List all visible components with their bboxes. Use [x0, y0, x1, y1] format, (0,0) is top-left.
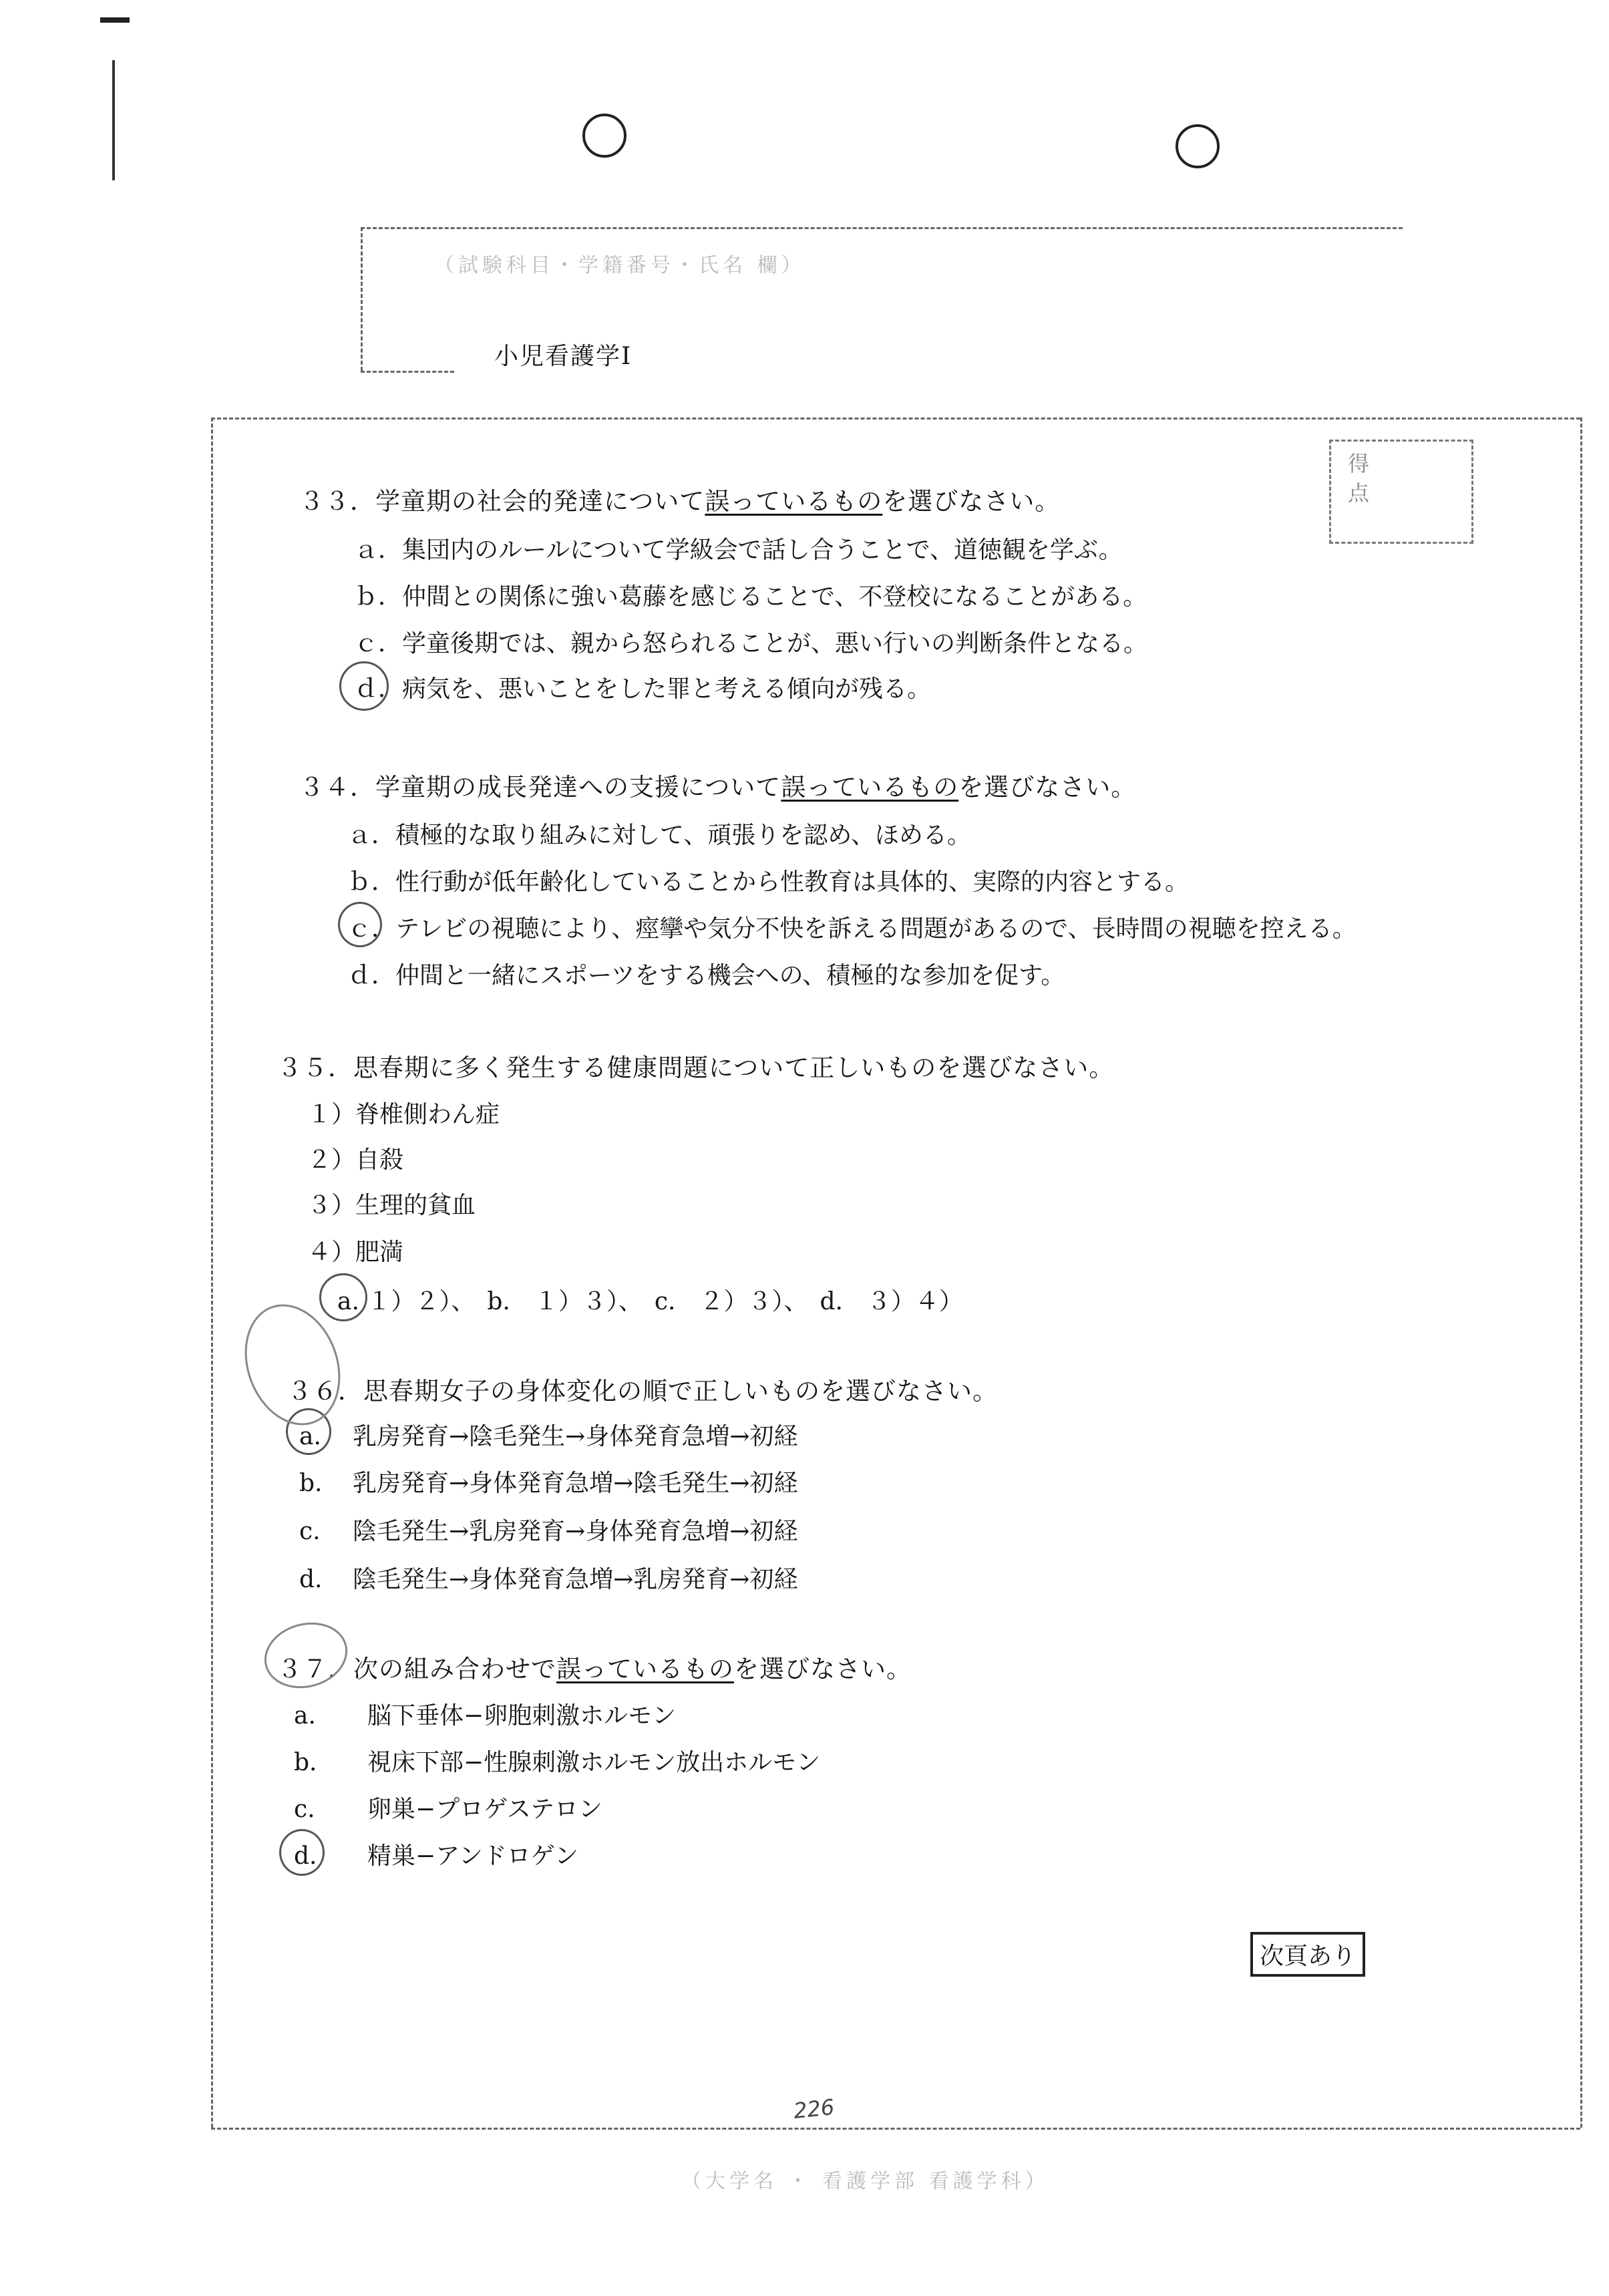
answer-circle-q33 [339, 661, 389, 711]
q36-option-d: d. 陰毛発生→身体発育急増→乳房発育→初経 [299, 1566, 798, 1593]
question-36 [287, 1371, 998, 1407]
edge-mark [100, 17, 130, 23]
question-34 [299, 767, 1136, 803]
binder-hole-right [1176, 124, 1220, 168]
header-box-bottom [361, 371, 454, 373]
question-emphasis: 誤っているもの [705, 487, 883, 516]
question-35 [277, 1047, 1114, 1084]
question-text: 思春期に多く発生する健康問題について正しいものを選びなさい。 [353, 1053, 1115, 1082]
question-33 [299, 481, 1060, 517]
question-number: ３５． [277, 1053, 353, 1082]
q35-item-4: ４）肥満 [307, 1239, 404, 1266]
q35-choices: a. １）２）、 b. １）３）、 c. ２）３）、 d. ３）４） [337, 1288, 963, 1315]
next-page-badge: 次頁あり [1250, 1932, 1365, 1977]
frame-bottom [211, 2128, 1580, 2130]
binder-hole-left [582, 114, 627, 158]
faint-header-text: （試験科目・学籍番号・氏名 欄） [434, 254, 806, 277]
q33-option-d: ｄ．病気を、悪いことをした罪と考える傾向が残る。 [354, 675, 932, 703]
answer-circle-q35 [319, 1273, 367, 1321]
q34-option-b: ｂ．性行動が低年齢化していることから性教育は具体的、実際的内容とする。 [347, 868, 1190, 896]
q34-option-d: ｄ．仲間と一緒にスポーツをする機会への、積極的な参加を促す。 [347, 962, 1065, 989]
q34-option-a: ａ．積極的な取り組みに対して、頑張りを認め、ほめる。 [347, 822, 971, 849]
question-text: 思春期女子の身体変化の順で正しいものを選びなさい。 [363, 1377, 998, 1406]
subject-title: 小児看護学Ⅰ [494, 343, 633, 370]
answer-circle-q34 [338, 902, 382, 947]
question-emphasis: 誤っているもの [556, 1655, 734, 1683]
q33-option-a: ａ．集団内のルールについて学級会で話し合うことで、道徳観を学ぶ。 [354, 536, 1123, 564]
q33-option-b: ｂ．仲間との関係に強い葛藤を感じることで、不登校になることがある。 [354, 583, 1147, 611]
question-number: ３６． [287, 1377, 363, 1406]
q37-option-b: b. 視床下部−性腺刺激ホルモン放出ホルモン [294, 1749, 821, 1776]
question-text-end: を選びなさい。 [958, 773, 1137, 802]
edge-line [112, 60, 115, 180]
q36-option-a: a. 乳房発育→陰毛発生→身体発育急増→初経 [299, 1423, 798, 1450]
q37-option-c: c. 卵巣−プロゲステロン [294, 1796, 603, 1823]
q33-option-c: ｃ．学童後期では、親から怒られることが、悪い行いの判断条件となる。 [354, 630, 1148, 657]
q35-item-3: ３）生理的貧血 [307, 1192, 476, 1219]
q34-option-c: ｃ．テレビの視聴により、痙攣や気分不快を訴える問題があるので、長時間の視聴を控える。 [347, 915, 1357, 943]
q37-option-a: a. 脳下垂体−卵胞刺激ホルモン [294, 1702, 677, 1730]
q36-option-b: b. 乳房発育→身体発育急増→陰毛発生→初経 [299, 1470, 798, 1497]
frame-right [1580, 418, 1582, 2128]
question-text-end: を選びなさい。 [882, 487, 1061, 516]
q37-option-d: d. 精巣−アンドロゲン [294, 1842, 579, 1870]
frame-top [211, 418, 1580, 420]
question-text-end: を選びなさい。 [734, 1655, 912, 1683]
question-37 [277, 1649, 912, 1685]
question-number: ３３． [299, 487, 375, 516]
page-number: 226 [792, 2094, 836, 2124]
faint-footer-text: （大学名 ・ 看護学部 看護学科） [681, 2170, 1049, 2193]
header-box-left [361, 227, 363, 371]
q35-item-1: １）脊椎側わん症 [307, 1101, 500, 1128]
q36-option-c: c. 陰毛発生→乳房発育→身体発育急増→初経 [299, 1518, 798, 1545]
question-text: 学童期の社会的発達について [375, 487, 705, 516]
question-number: ３７． [277, 1655, 353, 1683]
question-text: 次の組み合わせで [353, 1655, 556, 1683]
frame-left [211, 418, 213, 2128]
q35-item-2: ２）自殺 [307, 1146, 404, 1174]
score-label: 得点 [1348, 451, 1370, 506]
header-box-top [361, 227, 1403, 229]
question-number: ３４． [299, 773, 375, 802]
question-emphasis: 誤っているもの [781, 773, 959, 802]
answer-circle-q37 [279, 1829, 325, 1876]
question-text: 学童期の成長発達への支援について [375, 773, 781, 802]
